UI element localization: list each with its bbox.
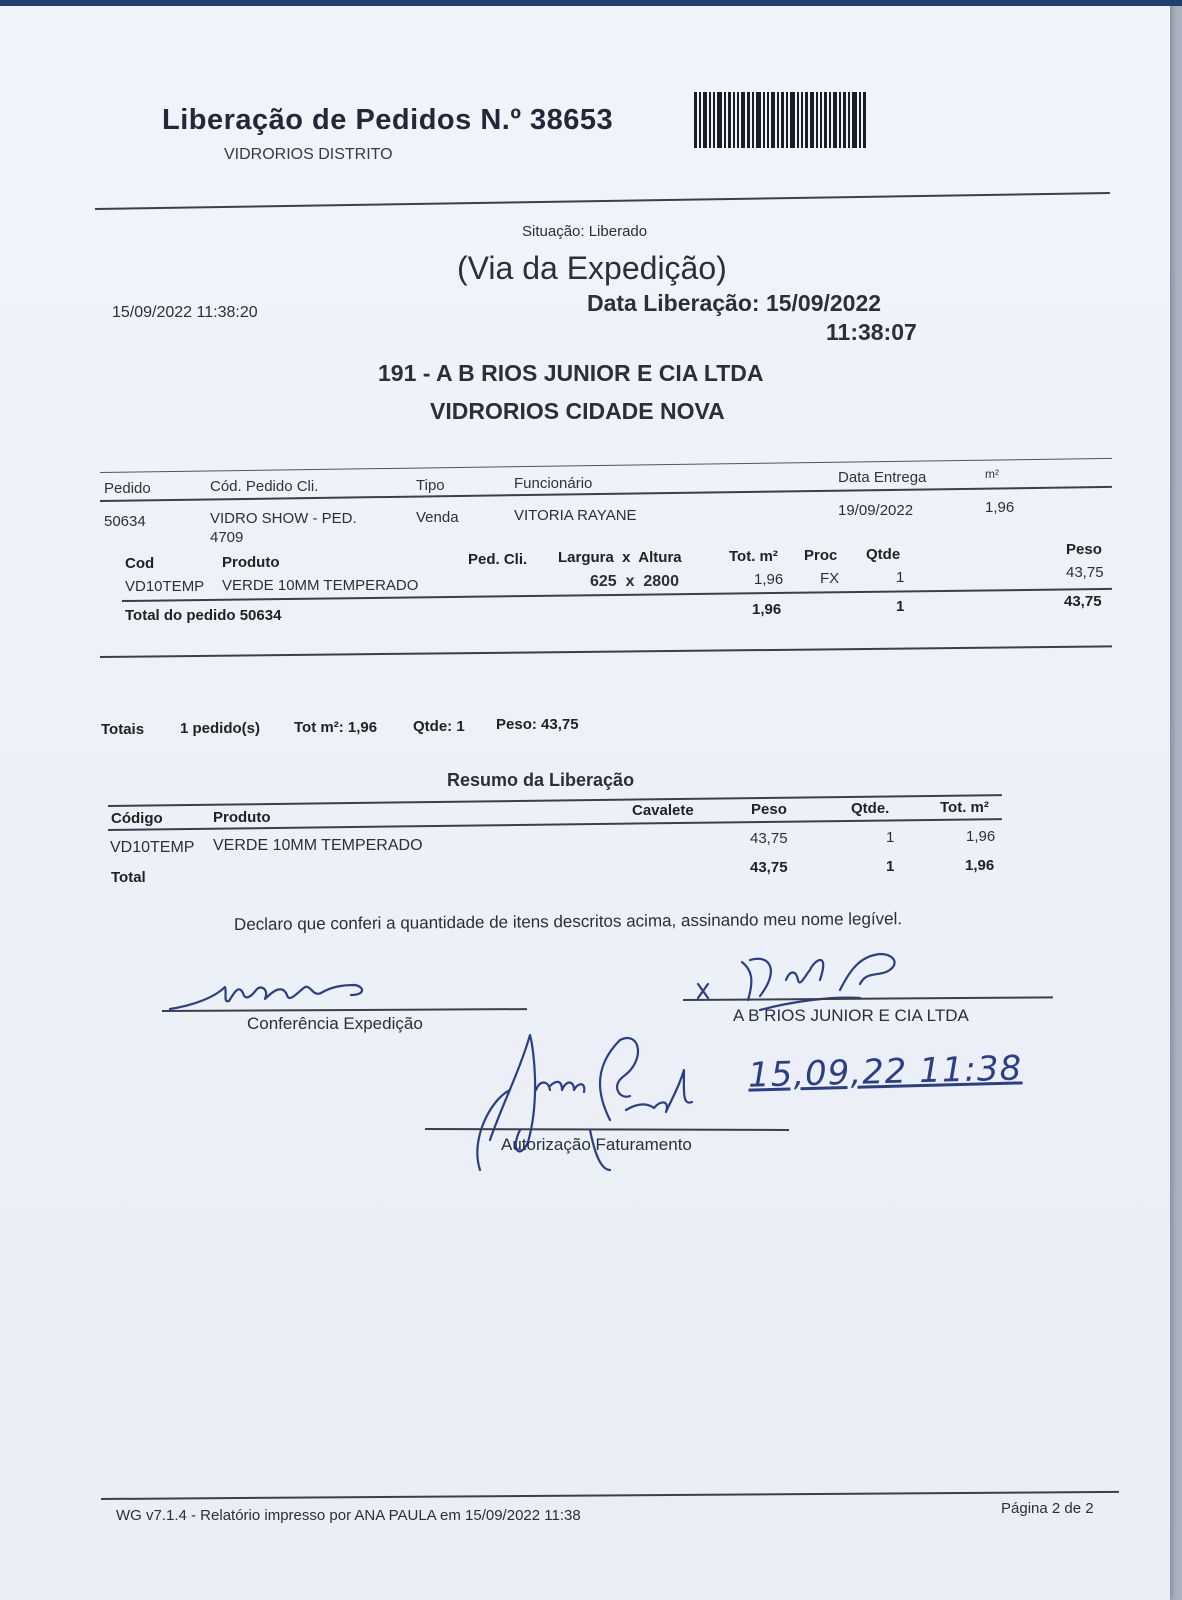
- barcode: [694, 92, 874, 148]
- summary-total-peso: 43,75: [750, 859, 788, 876]
- order-m2: 1,96: [985, 499, 1015, 516]
- item-produto: VERDE 10MM TEMPERADO: [222, 577, 419, 594]
- status-text: Situação: Liberado: [522, 223, 648, 240]
- page-number: Página 2 de 2: [1001, 1500, 1094, 1517]
- summary-col-produto: Produto: [213, 809, 271, 826]
- item-col-cod: Cod: [125, 555, 155, 572]
- order-cod-cli-line2: 4709: [210, 529, 244, 546]
- company-signature-label: A B RIOS JUNIOR E CIA LTDA: [733, 1006, 969, 1025]
- company-name: VIDRORIOS DISTRITO: [224, 146, 393, 163]
- summary-col-codigo: Código: [111, 810, 163, 827]
- item-col-peso: Peso: [1066, 541, 1102, 558]
- order-pedido: 50634: [104, 513, 146, 530]
- item-qtde: 1: [896, 569, 905, 586]
- summary-col-peso: Peso: [751, 801, 787, 818]
- totals-m2: Tot m²: 1,96: [294, 719, 378, 736]
- summary-col-cavalete: Cavalete: [632, 802, 694, 819]
- order-total-label: Total do pedido 50634: [125, 607, 282, 624]
- declaration-text: Declaro que conferi a quantidade de itens descritos acima, assinando meu nome legível.: [233, 909, 903, 934]
- summary-peso: 43,75: [750, 830, 788, 847]
- item-proc: FX: [820, 570, 840, 587]
- summary-total-tot-m2: 1,96: [965, 857, 995, 874]
- customer-name: 191 - A B RIOS JUNIOR E CIA LTDA: [378, 360, 764, 386]
- handwritten-date: 15,09,22 11:38: [747, 1048, 1023, 1096]
- summary-total-qtde: 1: [886, 858, 895, 875]
- order-total-m2: 1,96: [752, 601, 782, 618]
- item-dimensions: 625 x 2800: [590, 573, 679, 590]
- item-col-qtde: Qtde: [866, 546, 901, 563]
- autorizacao-label: Autorização Faturamento: [501, 1135, 692, 1154]
- item-col-produto: Produto: [222, 554, 280, 571]
- conferencia-label: Conferência Expedição: [247, 1014, 423, 1033]
- order-tipo: Venda: [416, 509, 459, 526]
- order-data-entrega: 19/09/2022: [838, 502, 914, 519]
- totals-pedidos: 1 pedido(s): [180, 720, 261, 737]
- totals-label: Totais: [101, 721, 145, 738]
- totals-qtde: Qtde: 1: [413, 718, 465, 735]
- summary-total-label: Total: [111, 869, 146, 886]
- item-cod: VD10TEMP: [125, 578, 205, 595]
- release-time: 11:38:07: [826, 319, 917, 345]
- copy-label: (Via da Expedição): [457, 250, 727, 286]
- totals-peso: Peso: 43,75: [496, 716, 579, 733]
- item-col-proc: Proc: [804, 547, 838, 564]
- summary-codigo: VD10TEMP: [110, 839, 195, 856]
- summary-qtde: 1: [886, 829, 895, 846]
- order-funcionario: VITORIA RAYANE: [514, 507, 637, 524]
- document-title: Liberação de Pedidos N.º 38653: [162, 104, 614, 136]
- release-date: Data Liberação: 15/09/2022: [587, 290, 882, 316]
- summary-tot-m2: 1,96: [966, 828, 996, 845]
- item-peso: 43,75: [1066, 564, 1104, 581]
- order-total-qtde: 1: [896, 598, 905, 615]
- order-cod-cli-line1: VIDRO SHOW - PED.: [210, 510, 357, 527]
- summary-produto: VERDE 10MM TEMPERADO: [213, 837, 423, 854]
- col-tipo: Tipo: [416, 477, 445, 494]
- summary-col-tot-m2: Tot. m²: [940, 799, 989, 816]
- col-m2: m²: [985, 467, 999, 481]
- item-col-ped-cli: Ped. Cli.: [468, 551, 528, 568]
- col-pedido: Pedido: [104, 480, 151, 497]
- col-funcionario: Funcionário: [514, 475, 593, 492]
- summary-col-qtde: Qtde.: [851, 800, 890, 817]
- item-col-largura-altura: Largura x Altura: [558, 549, 682, 566]
- col-cod-pedido-cli: Cód. Pedido Cli.: [210, 478, 319, 495]
- item-tot-m2: 1,96: [754, 571, 784, 588]
- footer-printed-by: WG v7.1.4 - Relatório impresso por ANA PAULA em 15/09/2022 11:38: [116, 1507, 581, 1524]
- summary-title: Resumo da Liberação: [447, 770, 635, 790]
- top-edge: [0, 0, 1182, 6]
- col-data-entrega: Data Entrega: [838, 469, 927, 486]
- item-col-tot-m2: Tot. m²: [729, 548, 778, 565]
- customer-branch: VIDRORIOS CIDADE NOVA: [430, 398, 725, 424]
- print-datetime: 15/09/2022 11:38:20: [112, 304, 258, 321]
- order-total-peso: 43,75: [1064, 593, 1102, 610]
